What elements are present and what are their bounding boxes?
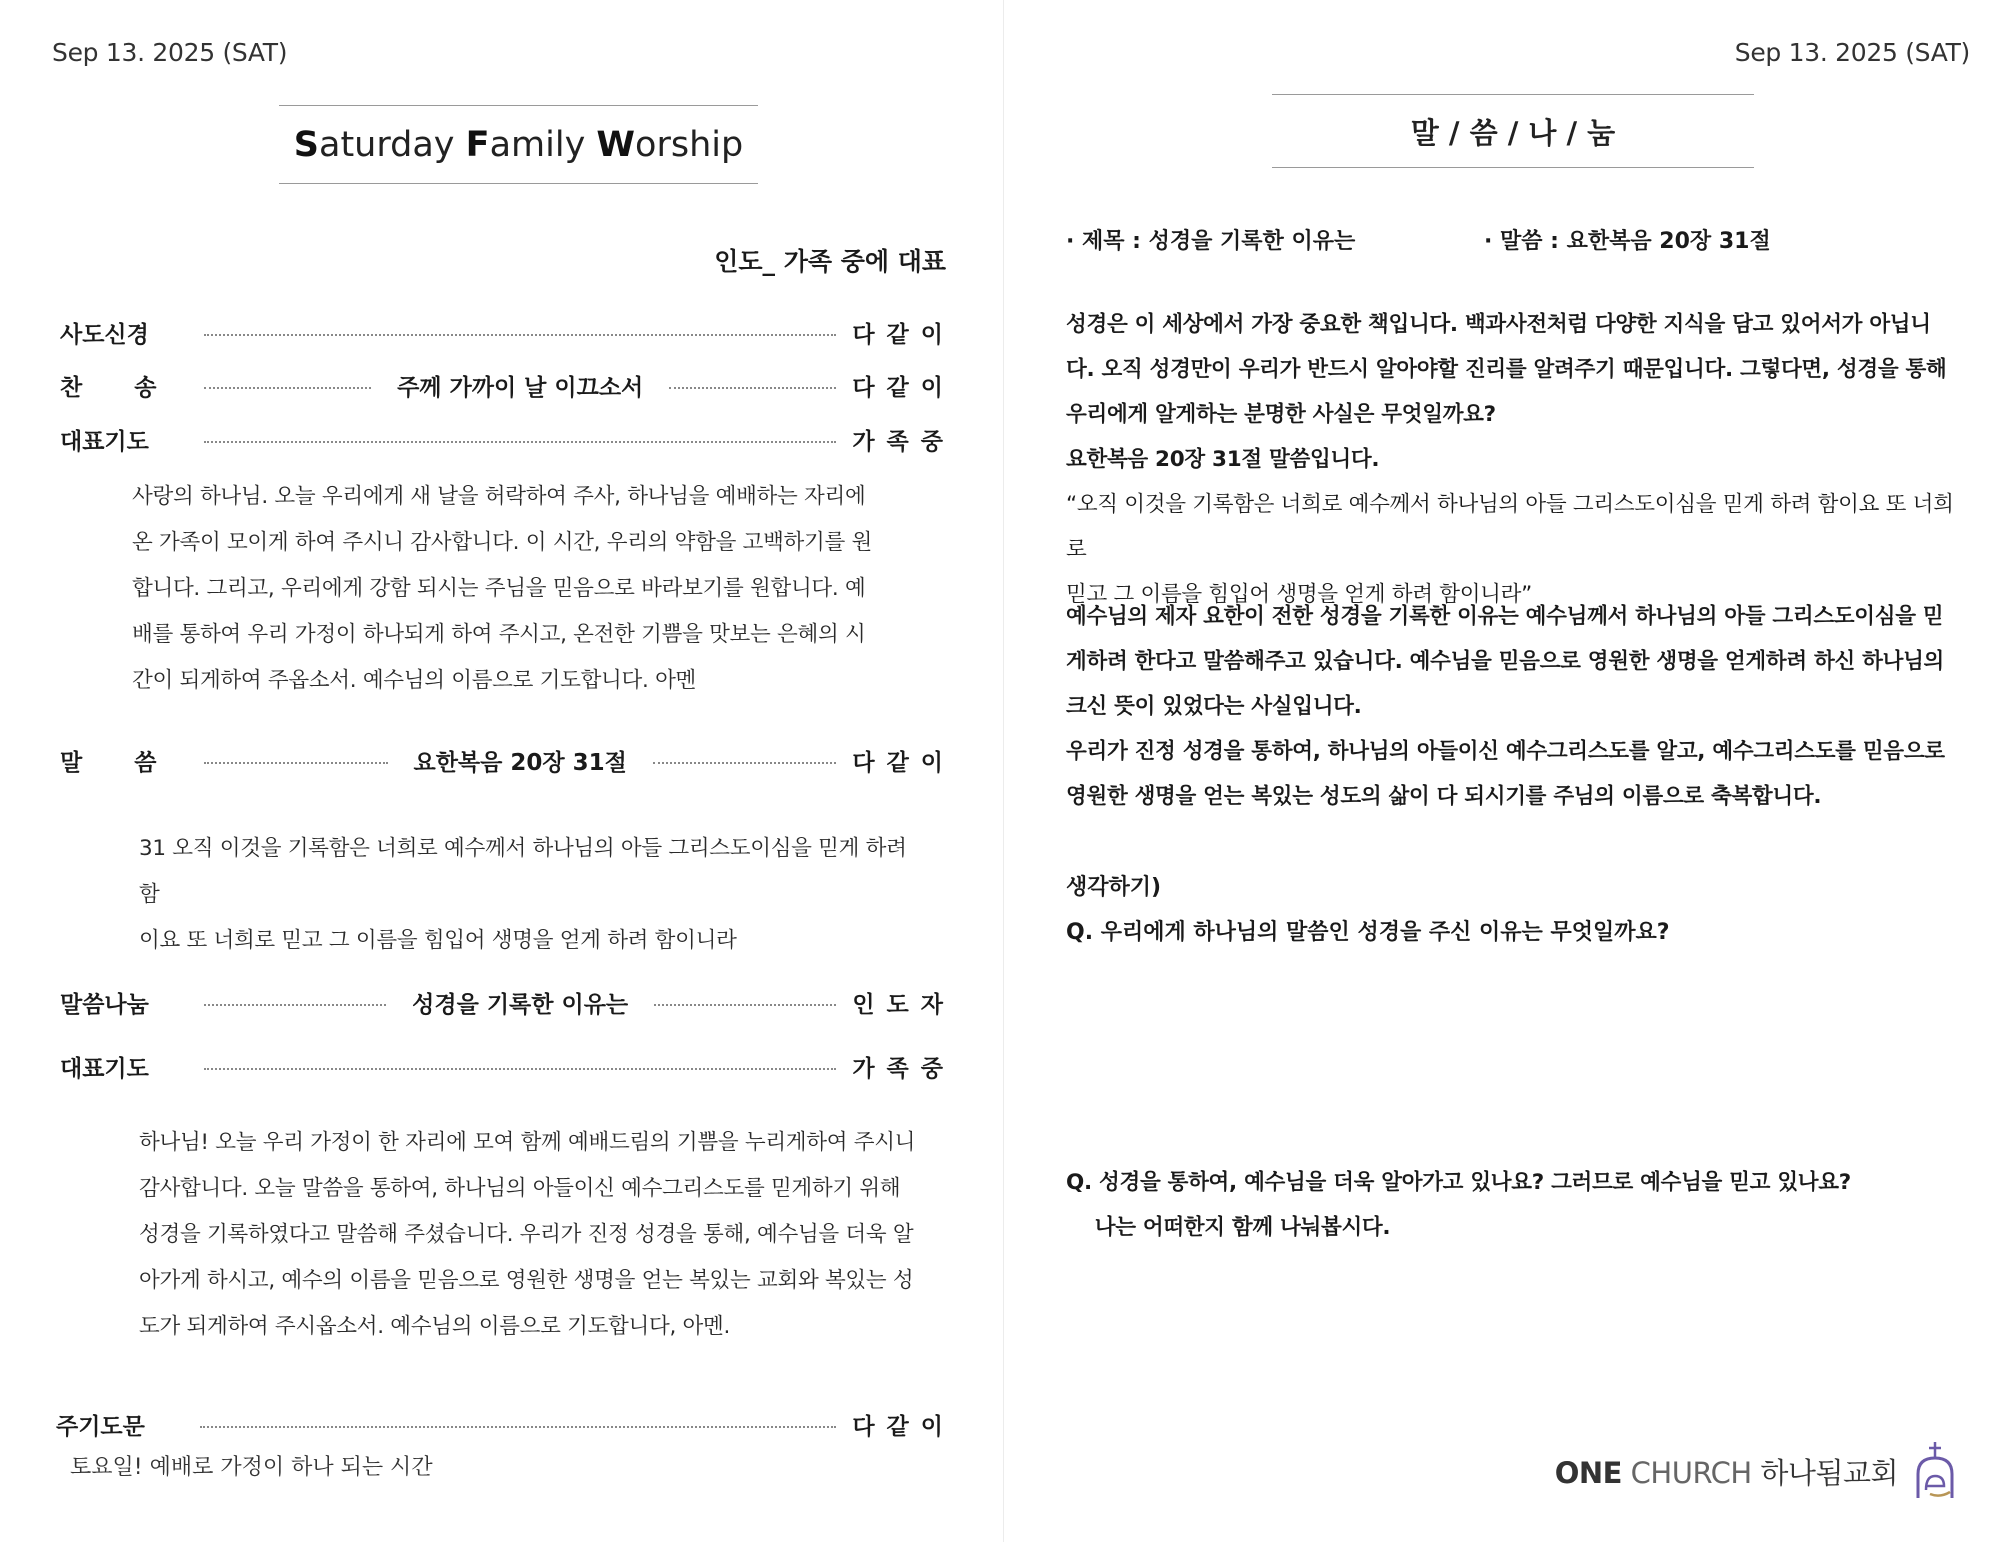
- intro-text: 성경은 이 세상에서 가장 중요한 책입니다. 백과사전처럼 다양한 지식을 담고 있어서가 아닙니 다. 오직 성경만이 우리가 반드시 알아야할 진리를 알려주기 때문입니다. 그렇다면, 성경을 통해 우리에게 알게하는 분명한 사실은 무엇일까요? 요한복음 20장 31절 말씀입니다.: [1066, 312, 1947, 472]
- order-prayer: 대표기도 가 족 중: [60, 428, 945, 455]
- think-heading: 생각하기): [1066, 875, 1162, 900]
- opening-prayer: 사랑의 하나님. 오늘 우리에게 새 날을 허락하여 주사, 하나님을 예배하는 자리에 온 가족이 모이게 하여 주시니 감사합니다. 이 시간, 우리의 약함을 고백하기를 원 합니다. 그리고, 우리에게 강함 되시는 주님을 믿음으로 바라보기를 원합니다. 예 배를 통하여 우리 가정이 하나되게 하여 주시고, 온전한 기쁨을 맛보는 은혜의 시 간이 되게하여 주옵소서. 예수님의 이름으로 기도합니다. 아멘: [132, 484, 872, 693]
- church-name: ONE CHURCH 하나됨교회: [1554, 1455, 1898, 1490]
- question-1: Q. 우리에게 하나님의 말씀인 성경을 주신 이유는 무엇일까요?: [1066, 920, 1670, 945]
- sermon-body: 예수님의 제자 요한이 전한 성경을 기록한 이유는 예수님께서 하나님의 아들 그리스도이심을 믿 게하려 한다고 말씀해주고 있습니다. 예수님을 믿음으로 영원한 생명을 얻게하려 하신 하나님의 크신 뜻이 있었다는 사실입니다. 우리가 진정 성경을 통하여, 하나님의 아들이신 예수그리스도를 알고, 예수그리스도를 믿음으로 영원한 생명을 얻는 복있는 성도의 삶이 다 되시기를 주님의 이름으로 축복합니다.: [1066, 604, 1945, 809]
- scripture-verse: 31 오직 이것을 기록함은 너희로 예수께서 하나님의 아들 그리스도이심을 믿게 하려 함 이요 또 너희로 믿고 그 이름을 힘입어 생명을 얻게 하려 함이니라: [139, 836, 907, 953]
- worship-title: Saturday Family Worship: [279, 105, 758, 184]
- closing-prayer: 하나님! 오늘 우리 가정이 한 자리에 모여 함께 예배드림의 기쁨을 누리게하여 주시니 감사합니다. 오늘 말씀을 통하여, 하나님의 아들이신 예수그리스도를 믿게하기 위해 성경을 기록하였다고 말씀해 주셨습니다. 우리가 진정 성경을 통해, 예수님을 더욱 알 아가게 하시고, 예수의 이름을 믿음으로 영원한 생명을 얻는 복있는 교회와 복있는 성 도가 되게하여 주시옵소서. 예수님의 이름으로 기도합니다, 아멘.: [139, 1130, 916, 1339]
- order-creed: 사도신경 다 같 이: [60, 321, 945, 348]
- right-page: [1004, 0, 1998, 1542]
- order-word: 말 씀 요한복음 20장 31절 다 같 이: [60, 749, 946, 776]
- leader-note: 인도_ 가족 중에 대표: [714, 247, 946, 276]
- right-date: Sep 13. 2025 (SAT): [1734, 38, 1970, 67]
- motto: 토요일! 예배로 가정이 하나 되는 시간: [70, 1455, 433, 1480]
- quoted-verse: “오직 이것을 기록함은 너희로 예수께서 하나님의 아들 그리스도이심을 믿게 하려 함이요 또 너희로 믿고 그 이름을 힘입어 생명을 얻게 하려 함이니라”: [1066, 492, 1954, 607]
- left-date: Sep 13. 2025 (SAT): [52, 38, 288, 67]
- order-closing-prayer: 대표기도 가 족 중: [60, 1055, 945, 1082]
- order-hymn: 찬 송 주께 가까이 날 이끄소서 다 같 이: [60, 374, 945, 401]
- order-sharing: 말씀나눔 성경을 기록한 이유는 인 도 자: [60, 991, 945, 1018]
- question-2: Q. 성경을 통하여, 예수님을 더욱 알아가고 있나요? 그러므로 예수님을 믿고 있나요? 나는 어떠한지 함께 나눠봅시다.: [1066, 1170, 1851, 1240]
- order-lords-prayer: 주기도문 다 같 이: [56, 1413, 945, 1440]
- church-emblem-icon: [1912, 1440, 1958, 1502]
- sharing-title: 말 / 씀 / 나 / 눔: [1272, 94, 1754, 168]
- church-logo: [1555, 1440, 1958, 1502]
- sermon-scripture: · 말씀 : 요한복음 20장 31절: [1484, 229, 1771, 254]
- sermon-subject: · 제목 : 성경을 기록한 이유는: [1066, 229, 1356, 254]
